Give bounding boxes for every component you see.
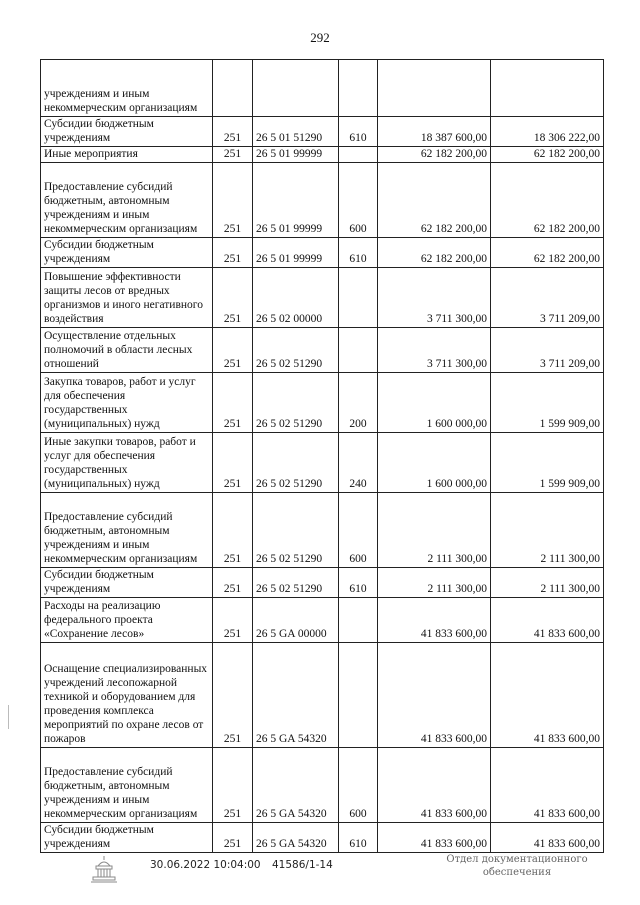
row-amount-approved: 62 182 200,00 bbox=[378, 238, 491, 268]
row-amount-approved: 1 600 000,00 bbox=[378, 433, 491, 493]
row-name: Повышение эффективности защиты лесов от вредных организмов и иного негативного воздействия bbox=[41, 268, 213, 328]
footer-datetime: 30.06.2022 10:04:00 bbox=[150, 859, 261, 871]
row-csr: 26 5 02 51290 bbox=[253, 568, 339, 598]
footer-department-stamp bbox=[432, 853, 602, 879]
row-name: Предоставление субсидий бюджетным, автономным учреждениям и иным некоммерческим организациям bbox=[41, 163, 213, 238]
row-csr: 26 5 02 51290 bbox=[253, 328, 339, 373]
row-amount-executed: 62 182 200,00 bbox=[491, 147, 604, 163]
row-pr: 600 bbox=[339, 493, 378, 568]
table-row bbox=[41, 568, 604, 598]
row-amount-executed: 2 111 300,00 bbox=[491, 493, 604, 568]
row-pr: 610 bbox=[339, 568, 378, 598]
row-pr bbox=[339, 643, 378, 748]
table-row bbox=[41, 373, 604, 433]
row-name: Субсидии бюджетным учреждениям bbox=[41, 568, 213, 598]
row-name: Иные мероприятия bbox=[41, 147, 213, 163]
row-pr: 610 bbox=[339, 117, 378, 147]
table-row bbox=[41, 328, 604, 373]
row-ved: 251 bbox=[213, 147, 253, 163]
row-amount-executed bbox=[491, 60, 604, 117]
row-pr bbox=[339, 598, 378, 643]
row-amount-executed: 62 182 200,00 bbox=[491, 238, 604, 268]
row-name: учреждениям и иным некоммерческим организациям bbox=[41, 60, 213, 117]
row-amount-approved: 3 711 300,00 bbox=[378, 328, 491, 373]
row-ved: 251 bbox=[213, 373, 253, 433]
row-amount-approved: 1 600 000,00 bbox=[378, 373, 491, 433]
row-amount-approved: 41 833 600,00 bbox=[378, 748, 491, 823]
row-name: Оснащение специализированных учреждений лесопожарной техникой и оборудованием для проведения комплекса мероприятий по охране лесов от пожаров bbox=[41, 643, 213, 748]
row-name: Субсидии бюджетным учреждениям bbox=[41, 823, 213, 853]
row-pr: 600 bbox=[339, 163, 378, 238]
row-ved: 251 bbox=[213, 117, 253, 147]
row-amount-approved: 41 833 600,00 bbox=[378, 598, 491, 643]
row-amount-approved bbox=[378, 60, 491, 117]
page-number: 292 bbox=[310, 30, 330, 45]
row-csr: 26 5 GA 00000 bbox=[253, 598, 339, 643]
row-amount-executed: 41 833 600,00 bbox=[491, 823, 604, 853]
table-row bbox=[41, 433, 604, 493]
table-row bbox=[41, 117, 604, 147]
row-amount-executed: 3 711 209,00 bbox=[491, 328, 604, 373]
table-row bbox=[41, 60, 604, 117]
table-row bbox=[41, 163, 604, 238]
row-ved: 251 bbox=[213, 163, 253, 238]
row-name: Субсидии бюджетным учреждениям bbox=[41, 117, 213, 147]
row-csr: 26 5 01 51290 bbox=[253, 117, 339, 147]
table-row bbox=[41, 268, 604, 328]
table-row bbox=[41, 643, 604, 748]
row-amount-approved: 2 111 300,00 bbox=[378, 493, 491, 568]
row-amount-executed: 1 599 909,00 bbox=[491, 373, 604, 433]
row-amount-approved: 62 182 200,00 bbox=[378, 147, 491, 163]
row-ved: 251 bbox=[213, 568, 253, 598]
row-pr: 200 bbox=[339, 373, 378, 433]
row-amount-executed: 2 111 300,00 bbox=[491, 568, 604, 598]
row-pr bbox=[339, 147, 378, 163]
row-ved: 251 bbox=[213, 268, 253, 328]
row-pr: 610 bbox=[339, 238, 378, 268]
row-csr: 26 5 02 51290 bbox=[253, 373, 339, 433]
row-ved: 251 bbox=[213, 643, 253, 748]
row-amount-executed: 41 833 600,00 bbox=[491, 598, 604, 643]
table-row bbox=[41, 147, 604, 163]
table-row bbox=[41, 493, 604, 568]
row-amount-approved: 41 833 600,00 bbox=[378, 643, 491, 748]
row-amount-approved: 41 833 600,00 bbox=[378, 823, 491, 853]
row-ved: 251 bbox=[213, 493, 253, 568]
table-row bbox=[41, 748, 604, 823]
row-amount-approved: 2 111 300,00 bbox=[378, 568, 491, 598]
row-amount-executed: 62 182 200,00 bbox=[491, 163, 604, 238]
row-name: Предоставление субсидий бюджетным, автономным учреждениям и иным некоммерческим организациям bbox=[41, 748, 213, 823]
budget-table-body bbox=[41, 60, 604, 853]
row-pr: 600 bbox=[339, 748, 378, 823]
row-csr: 26 5 02 00000 bbox=[253, 268, 339, 328]
row-name: Иные закупки товаров, работ и услуг для обеспечения государственных (муниципальных) нужд bbox=[41, 433, 213, 493]
row-ved: 251 bbox=[213, 433, 253, 493]
row-csr: 26 5 01 99999 bbox=[253, 147, 339, 163]
row-amount-approved: 62 182 200,00 bbox=[378, 163, 491, 238]
budget-table bbox=[40, 59, 604, 853]
row-csr: 26 5 GA 54320 bbox=[253, 643, 339, 748]
row-csr: 26 5 GA 54320 bbox=[253, 748, 339, 823]
table-row bbox=[41, 598, 604, 643]
row-pr bbox=[339, 268, 378, 328]
table-row bbox=[41, 238, 604, 268]
row-amount-executed: 41 833 600,00 bbox=[491, 643, 604, 748]
row-amount-executed: 41 833 600,00 bbox=[491, 748, 604, 823]
row-csr: 26 5 02 51290 bbox=[253, 433, 339, 493]
row-pr: 240 bbox=[339, 433, 378, 493]
row-pr bbox=[339, 328, 378, 373]
row-csr bbox=[253, 60, 339, 117]
row-csr: 26 5 GA 54320 bbox=[253, 823, 339, 853]
row-ved: 251 bbox=[213, 598, 253, 643]
row-name: Субсидии бюджетным учреждениям bbox=[41, 238, 213, 268]
row-csr: 26 5 01 99999 bbox=[253, 163, 339, 238]
row-ved bbox=[213, 60, 253, 117]
row-name: Осуществление отдельных полномочий в области лесных отношений bbox=[41, 328, 213, 373]
row-csr: 26 5 02 51290 bbox=[253, 493, 339, 568]
row-amount-executed: 3 711 209,00 bbox=[491, 268, 604, 328]
row-amount-approved: 3 711 300,00 bbox=[378, 268, 491, 328]
scan-edge-mark bbox=[8, 705, 9, 729]
footer-registration-number: 41586/1-14 bbox=[272, 859, 333, 871]
row-ved: 251 bbox=[213, 748, 253, 823]
table-row bbox=[41, 823, 604, 853]
row-ved: 251 bbox=[213, 328, 253, 373]
parliament-building-icon bbox=[90, 854, 118, 884]
row-name: Расходы на реализацию федерального проекта «Сохранение лесов» bbox=[41, 598, 213, 643]
row-ved: 251 bbox=[213, 823, 253, 853]
row-pr bbox=[339, 60, 378, 117]
row-amount-executed: 1 599 909,00 bbox=[491, 433, 604, 493]
row-name: Предоставление субсидий бюджетным, автономным учреждениям и иным некоммерческим организациям bbox=[41, 493, 213, 568]
row-csr: 26 5 01 99999 bbox=[253, 238, 339, 268]
row-amount-approved: 18 387 600,00 bbox=[378, 117, 491, 147]
row-amount-executed: 18 306 222,00 bbox=[491, 117, 604, 147]
row-name: Закупка товаров, работ и услуг для обеспечения государственных (муниципальных) нужд bbox=[41, 373, 213, 433]
footer-stamp-line-1: Отдел документационного bbox=[446, 854, 588, 865]
row-pr: 610 bbox=[339, 823, 378, 853]
footer-stamp-line-2: обеспечения bbox=[482, 867, 552, 878]
row-ved: 251 bbox=[213, 238, 253, 268]
